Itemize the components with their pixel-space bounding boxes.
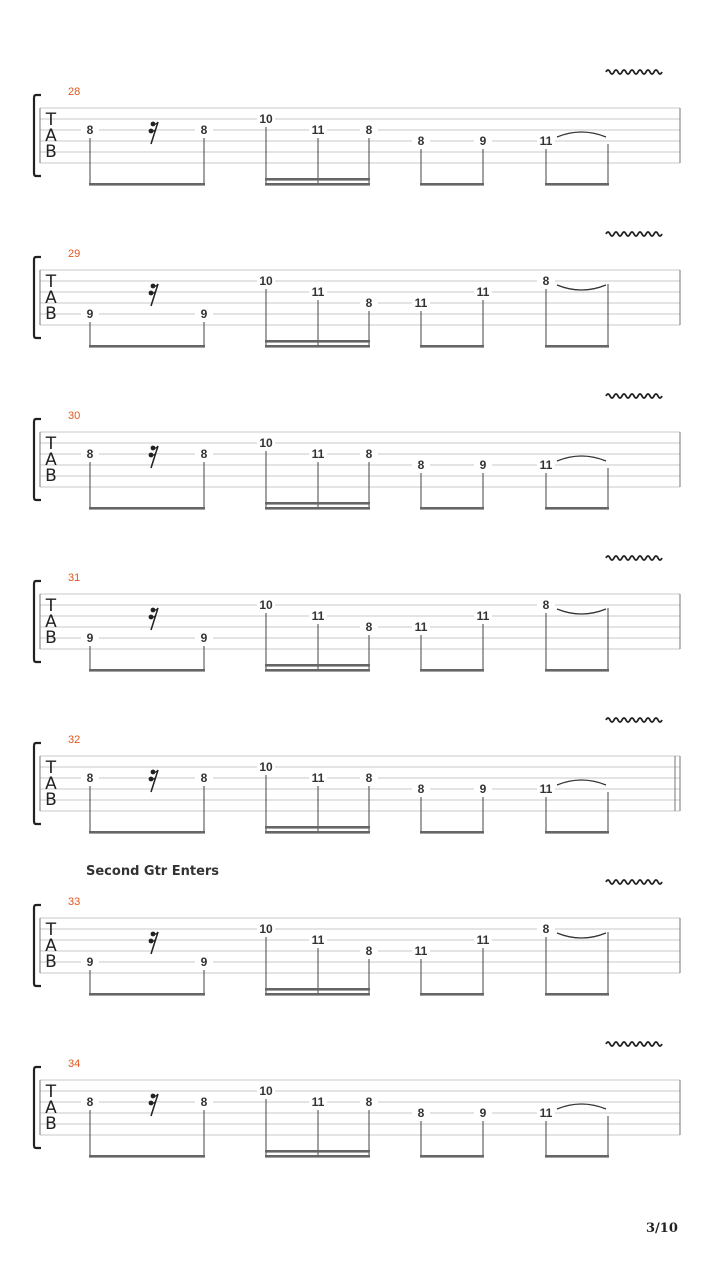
fret-number: 8 [200, 1095, 208, 1109]
fret-number: 9 [86, 955, 94, 969]
fret-number: 11 [311, 1095, 325, 1109]
tab-clef-a: A [45, 1098, 57, 1118]
beam [420, 831, 484, 834]
fret-number: 8 [542, 598, 550, 612]
beam [545, 993, 609, 996]
tab-clef-t: T [45, 1082, 57, 1102]
fret-number: 10 [259, 112, 273, 126]
fret-number: 10 [259, 760, 273, 774]
fret-number: 8 [86, 1095, 94, 1109]
fret-number: 9 [479, 134, 487, 148]
fret-number: 9 [200, 307, 208, 321]
fret-number: 8 [200, 447, 208, 461]
measure-number: 29 [68, 248, 81, 260]
beam [420, 183, 484, 186]
tab-system [34, 70, 680, 186]
beam [265, 340, 370, 343]
measure-number: 31 [68, 572, 81, 584]
tab-system [34, 394, 680, 510]
beam [420, 669, 484, 672]
tab-clef-t: T [45, 434, 57, 454]
fret-number: 11 [311, 447, 325, 461]
measure-number: 28 [68, 86, 81, 98]
measure-number: 30 [68, 410, 81, 422]
tie [557, 1104, 606, 1109]
beam [265, 664, 370, 667]
beam [420, 345, 484, 348]
beam [420, 993, 484, 996]
measure-number: 33 [68, 896, 81, 908]
fret-number: 11 [414, 296, 428, 310]
fret-number: 8 [365, 1095, 373, 1109]
tie [557, 456, 606, 461]
beam [89, 993, 205, 996]
fret-number: 8 [365, 771, 373, 785]
tab-clef-t: T [45, 758, 57, 778]
vibrato-mark [606, 880, 662, 884]
fret-number: 9 [86, 307, 94, 321]
beam [89, 831, 205, 834]
beam [545, 831, 609, 834]
fret-number: 10 [259, 1084, 273, 1098]
vibrato-mark [606, 718, 662, 722]
beam [265, 507, 370, 510]
measure-number: 34 [68, 1058, 81, 1070]
fret-number: 9 [200, 955, 208, 969]
page-number: 3/10 [646, 1221, 678, 1236]
tab-clef-a: A [45, 612, 57, 632]
fret-number: 8 [365, 123, 373, 137]
beam [265, 178, 370, 181]
fret-number: 8 [365, 296, 373, 310]
beam [89, 345, 205, 348]
tab-clef-b: B [45, 1114, 57, 1134]
fret-number: 11 [476, 285, 490, 299]
fret-number: 8 [86, 771, 94, 785]
beam [89, 183, 205, 186]
beam [545, 183, 609, 186]
tie [557, 132, 606, 137]
tab-clef-t: T [45, 596, 57, 616]
beam [545, 345, 609, 348]
fret-number: 11 [539, 458, 553, 472]
fret-number: 11 [311, 123, 325, 137]
beam [265, 993, 370, 996]
fret-number: 10 [259, 922, 273, 936]
fret-number: 11 [476, 609, 490, 623]
vibrato-mark [606, 556, 662, 560]
tab-clef-b: B [45, 304, 57, 324]
beam [545, 507, 609, 510]
fret-number: 9 [479, 1106, 487, 1120]
fret-number: 8 [365, 447, 373, 461]
beam [420, 1155, 484, 1158]
fret-number: 8 [200, 771, 208, 785]
fret-number: 11 [414, 620, 428, 634]
fret-number: 10 [259, 598, 273, 612]
fret-number: 8 [542, 274, 550, 288]
beam [265, 1155, 370, 1158]
tab-clef-b: B [45, 790, 57, 810]
fret-number: 10 [259, 274, 273, 288]
vibrato-mark [606, 232, 662, 236]
fret-number: 11 [539, 134, 553, 148]
fret-number: 9 [479, 458, 487, 472]
fret-number: 9 [200, 631, 208, 645]
fret-number: 11 [311, 285, 325, 299]
fret-number: 11 [414, 944, 428, 958]
beam [265, 1150, 370, 1153]
tab-system [34, 1042, 680, 1158]
fret-number: 11 [311, 933, 325, 947]
vibrato-mark [606, 70, 662, 74]
tie [557, 285, 606, 290]
fret-number: 8 [86, 123, 94, 137]
fret-number: 8 [417, 134, 425, 148]
fret-number: 8 [200, 123, 208, 137]
measure-number: 32 [68, 734, 81, 746]
tie [557, 609, 606, 614]
beam [265, 183, 370, 186]
tab-clef-t: T [45, 110, 57, 130]
beam [265, 345, 370, 348]
tab-clef-t: T [45, 272, 57, 292]
fret-number: 8 [417, 782, 425, 796]
tab-clef-a: A [45, 126, 57, 146]
beam [420, 507, 484, 510]
tab-system [34, 232, 680, 348]
vibrato-mark [606, 1042, 662, 1046]
beam [89, 669, 205, 672]
fret-number: 8 [365, 944, 373, 958]
tie [557, 780, 606, 785]
fret-number: 11 [311, 771, 325, 785]
tab-clef-b: B [45, 142, 57, 162]
vibrato-mark [606, 394, 662, 398]
fret-number: 11 [539, 782, 553, 796]
tab-system [34, 880, 680, 996]
tab-clef-a: A [45, 774, 57, 794]
beam [89, 1155, 205, 1158]
tab-clef-a: A [45, 450, 57, 470]
fret-number: 9 [479, 782, 487, 796]
fret-number: 11 [311, 609, 325, 623]
fret-number: 8 [417, 1106, 425, 1120]
tab-clef-t: T [45, 920, 57, 940]
beam [545, 1155, 609, 1158]
tab-clef-a: A [45, 288, 57, 308]
fret-number: 11 [539, 1106, 553, 1120]
tab-clef-b: B [45, 466, 57, 486]
beam [265, 502, 370, 505]
tab-system [34, 718, 680, 834]
fret-number: 8 [417, 458, 425, 472]
beam [265, 669, 370, 672]
fret-number: 8 [542, 922, 550, 936]
tab-system [34, 556, 680, 672]
fret-number: 8 [365, 620, 373, 634]
tab-clef-b: B [45, 952, 57, 972]
tab-clef-a: A [45, 936, 57, 956]
tie [557, 933, 606, 938]
fret-number: 8 [86, 447, 94, 461]
beam [265, 988, 370, 991]
fret-number: 11 [476, 933, 490, 947]
fret-number: 10 [259, 436, 273, 450]
beam [545, 669, 609, 672]
beam [265, 826, 370, 829]
second-guitar-annotation: Second Gtr Enters [86, 864, 220, 879]
tab-clef-b: B [45, 628, 57, 648]
fret-number: 9 [86, 631, 94, 645]
beam [265, 831, 370, 834]
beam [89, 507, 205, 510]
